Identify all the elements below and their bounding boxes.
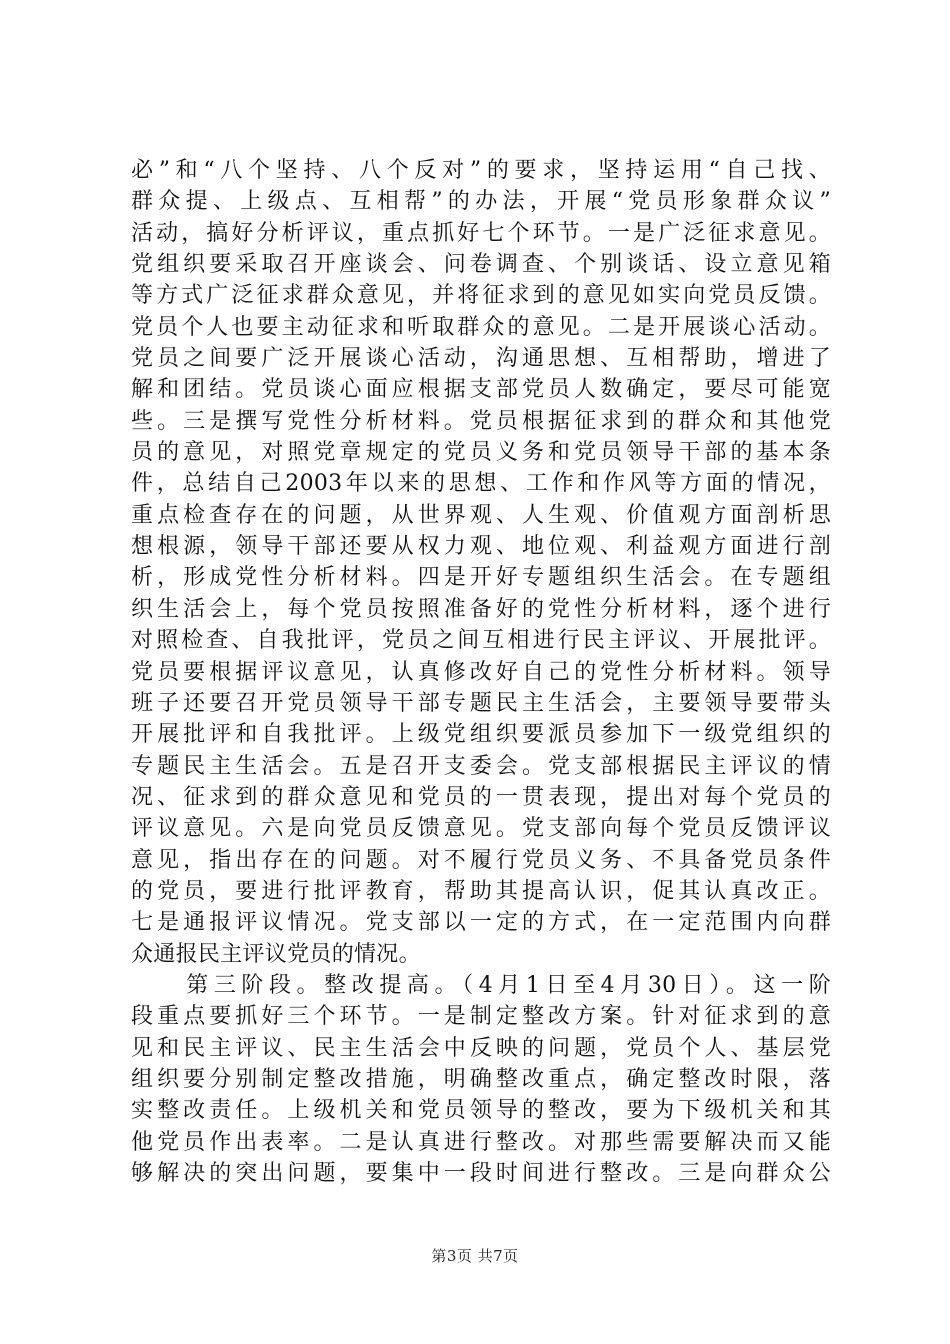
body-text xyxy=(131,155,831,1189)
text-line: 对照检查、自我批评，党员之间互相进行民主评议、开展批评。 xyxy=(131,628,831,654)
text-line: 专题民主生活会。五是召开支委会。党支部根据民主评议的情 xyxy=(131,753,831,779)
text-line: 够解决的突出问题，要集中一段时间进行整改。三是向群众公 xyxy=(131,1161,831,1186)
text-line: 解和团结。党员谈心面应根据支部党员人数确定，要尽可能宽 xyxy=(131,377,831,403)
text-line: 见和民主评议、民主生活会中反映的问题，党员个人、基层党 xyxy=(131,1035,831,1061)
text-line: 班子还要召开党员领导干部专题民主生活会，主要领导要带头 xyxy=(131,690,831,716)
text-line: 等方式广泛征求群众意见，并将征求到的意见如实向党员反馈。 xyxy=(131,283,831,309)
text-line: 党员之间要广泛开展谈心活动，沟通思想、互相帮助，增进了 xyxy=(131,346,831,372)
text-line: 评议意见。六是向党员反馈意见。党支部向每个党员反馈评议 xyxy=(131,816,831,842)
text-line: 党组织要采取召开座谈会、问卷调查、个别谈话、设立意见箱 xyxy=(131,252,831,278)
text-line: 党员个人也要主动征求和听取群众的意见。二是开展谈心活动。 xyxy=(131,314,831,340)
text-line: 开展批评和自我批评。上级党组织要派员参加下一级党组织的 xyxy=(131,722,831,748)
text-line: 实整改责任。上级机关和党员领导的整改，要为下级机关和其 xyxy=(131,1098,831,1124)
text-line: 况、征求到的群众意见和党员的一贯表现，提出对每个党员的 xyxy=(131,784,831,810)
text-line: 意见，指出存在的问题。对不履行党员义务、不具备党员条件 xyxy=(131,847,831,873)
text-line: 段重点要抓好三个环节。一是制定整改方案。针对征求到的意 xyxy=(131,1004,831,1030)
text-line: 活动，搞好分析评议，重点抓好七个环节。一是广泛征求意见。 xyxy=(131,220,831,246)
page-footer: 第3页 共7页 xyxy=(431,1247,519,1265)
text-line: 员的意见，对照党章规定的党员义务和党员领导干部的基本条 xyxy=(131,440,831,466)
text-line: 些。三是撰写党性分析材料。党员根据征求到的群众和其他党 xyxy=(131,408,831,434)
text-line: 群众提、上级点、互相帮”的办法，开展“党员形象群众议” xyxy=(131,189,831,215)
text-line: 众通报民主评议党员的情况。 xyxy=(131,941,421,967)
text-line: 必”和“八个坚持、八个反对”的要求，坚持运用“自己找、 xyxy=(131,158,831,183)
text-line: 的党员，要进行批评教育，帮助其提高认识，促其认真改正。 xyxy=(131,878,831,904)
text-line: 织生活会上，每个党员按照准备好的党性分析材料，逐个进行 xyxy=(131,596,831,622)
text-line: 析，形成党性分析材料。四是开好专题组织生活会。在专题组 xyxy=(131,565,831,591)
paragraph-start-line: 第三阶段。整改提高。（4月1日至4月30日）。这一阶 xyxy=(131,972,831,998)
text-line: 组织要分别制定整改措施，明确整改重点，确定整改时限，落 xyxy=(131,1066,831,1092)
text-line: 件，总结自己2003年以来的思想、工作和作风等方面的情况， xyxy=(131,471,831,497)
text-line: 想根源，领导干部还要从权力观、地位观、利益观方面进行剖 xyxy=(131,534,831,560)
text-line: 他党员作出表率。二是认真进行整改。对那些需要解决而又能 xyxy=(131,1129,831,1155)
text-line: 重点检查存在的问题，从世界观、人生观、价值观方面剖析思 xyxy=(131,502,831,528)
text-line: 七是通报评议情况。党支部以一定的方式，在一定范围内向群 xyxy=(131,910,831,936)
text-line: 党员要根据评议意见，认真修改好自己的党性分析材料。领导 xyxy=(131,659,831,685)
